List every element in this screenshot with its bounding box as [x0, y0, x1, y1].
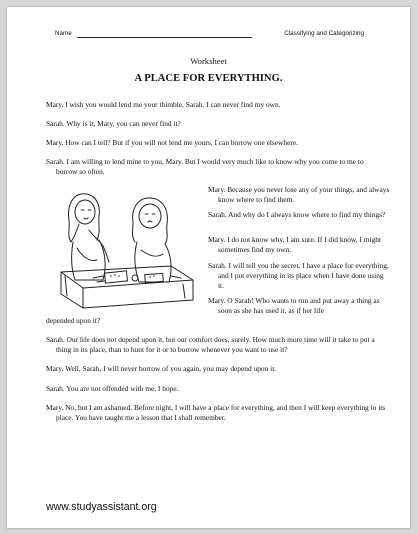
dialogue-line: Mary. No, but I am ashamed. Before night, I will have a place for everything, and then I will keep everything in its place. You have taught me a lesson that I shall remember.	[46, 403, 386, 423]
dialogue-line: Mary. Because you never lose any of your things, and always know where to find them.	[208, 185, 390, 205]
dialogue-line: Mary. I do not know why, I am sure. If I did know, I might sometimes find my own.	[208, 235, 382, 255]
name-label: Name	[55, 30, 72, 37]
page-title: A PLACE FOR EVERYTHING.	[134, 73, 283, 84]
dialogue-line: Sarah. Our life does not depend upon it, but our comfort does, surely. How much more time will it take to put a thing in its place, than to hunt for it or to borrow whenever you want to use it?	[46, 335, 375, 355]
dialogue-line: Sarah. I will tell you the secret. I have a place for everything, and I put everything in its place when I have done using it.	[208, 261, 389, 291]
dialogue-line: Mary. I wish you would lend me your thimble, Sarah. I can never find my own.	[46, 100, 281, 109]
worksheet-label: Worksheet	[190, 56, 227, 66]
topic-label: Classifying and Categorizing	[284, 30, 364, 37]
dialogue-line: Mary. How can I tell? But if you will not lend me yours, I can borrow one elsewhere.	[46, 138, 298, 147]
dialogue-line: Mary. O Sarah! Who wants to run and put away a thing as soon as she has used it, as if her life	[208, 296, 380, 316]
dialogue-line: depended upon it?	[46, 316, 101, 325]
worksheet-page	[7, 7, 410, 528]
dialogue-line: Sarah. And why do I always know where to find my things?	[208, 210, 386, 219]
dialogue-line: Mary. Well, Sarah, I will never borrow of you again, you may depend upon it.	[46, 364, 277, 373]
footer-url: www.studyassistant.org	[46, 501, 157, 513]
dialogue-line: Sarah. Why is it, Mary, you can never find it?	[46, 119, 181, 128]
two-girls-at-table-illustration	[53, 184, 199, 312]
dialogue-line: Sarah. You are not offended with me, I hope.	[46, 384, 179, 393]
dialogue-line: Sarah. I am willing to lend mine to you, Mary. But I would very much like to know why you come to me to borrow so often.	[46, 157, 364, 177]
name-line	[77, 37, 252, 38]
